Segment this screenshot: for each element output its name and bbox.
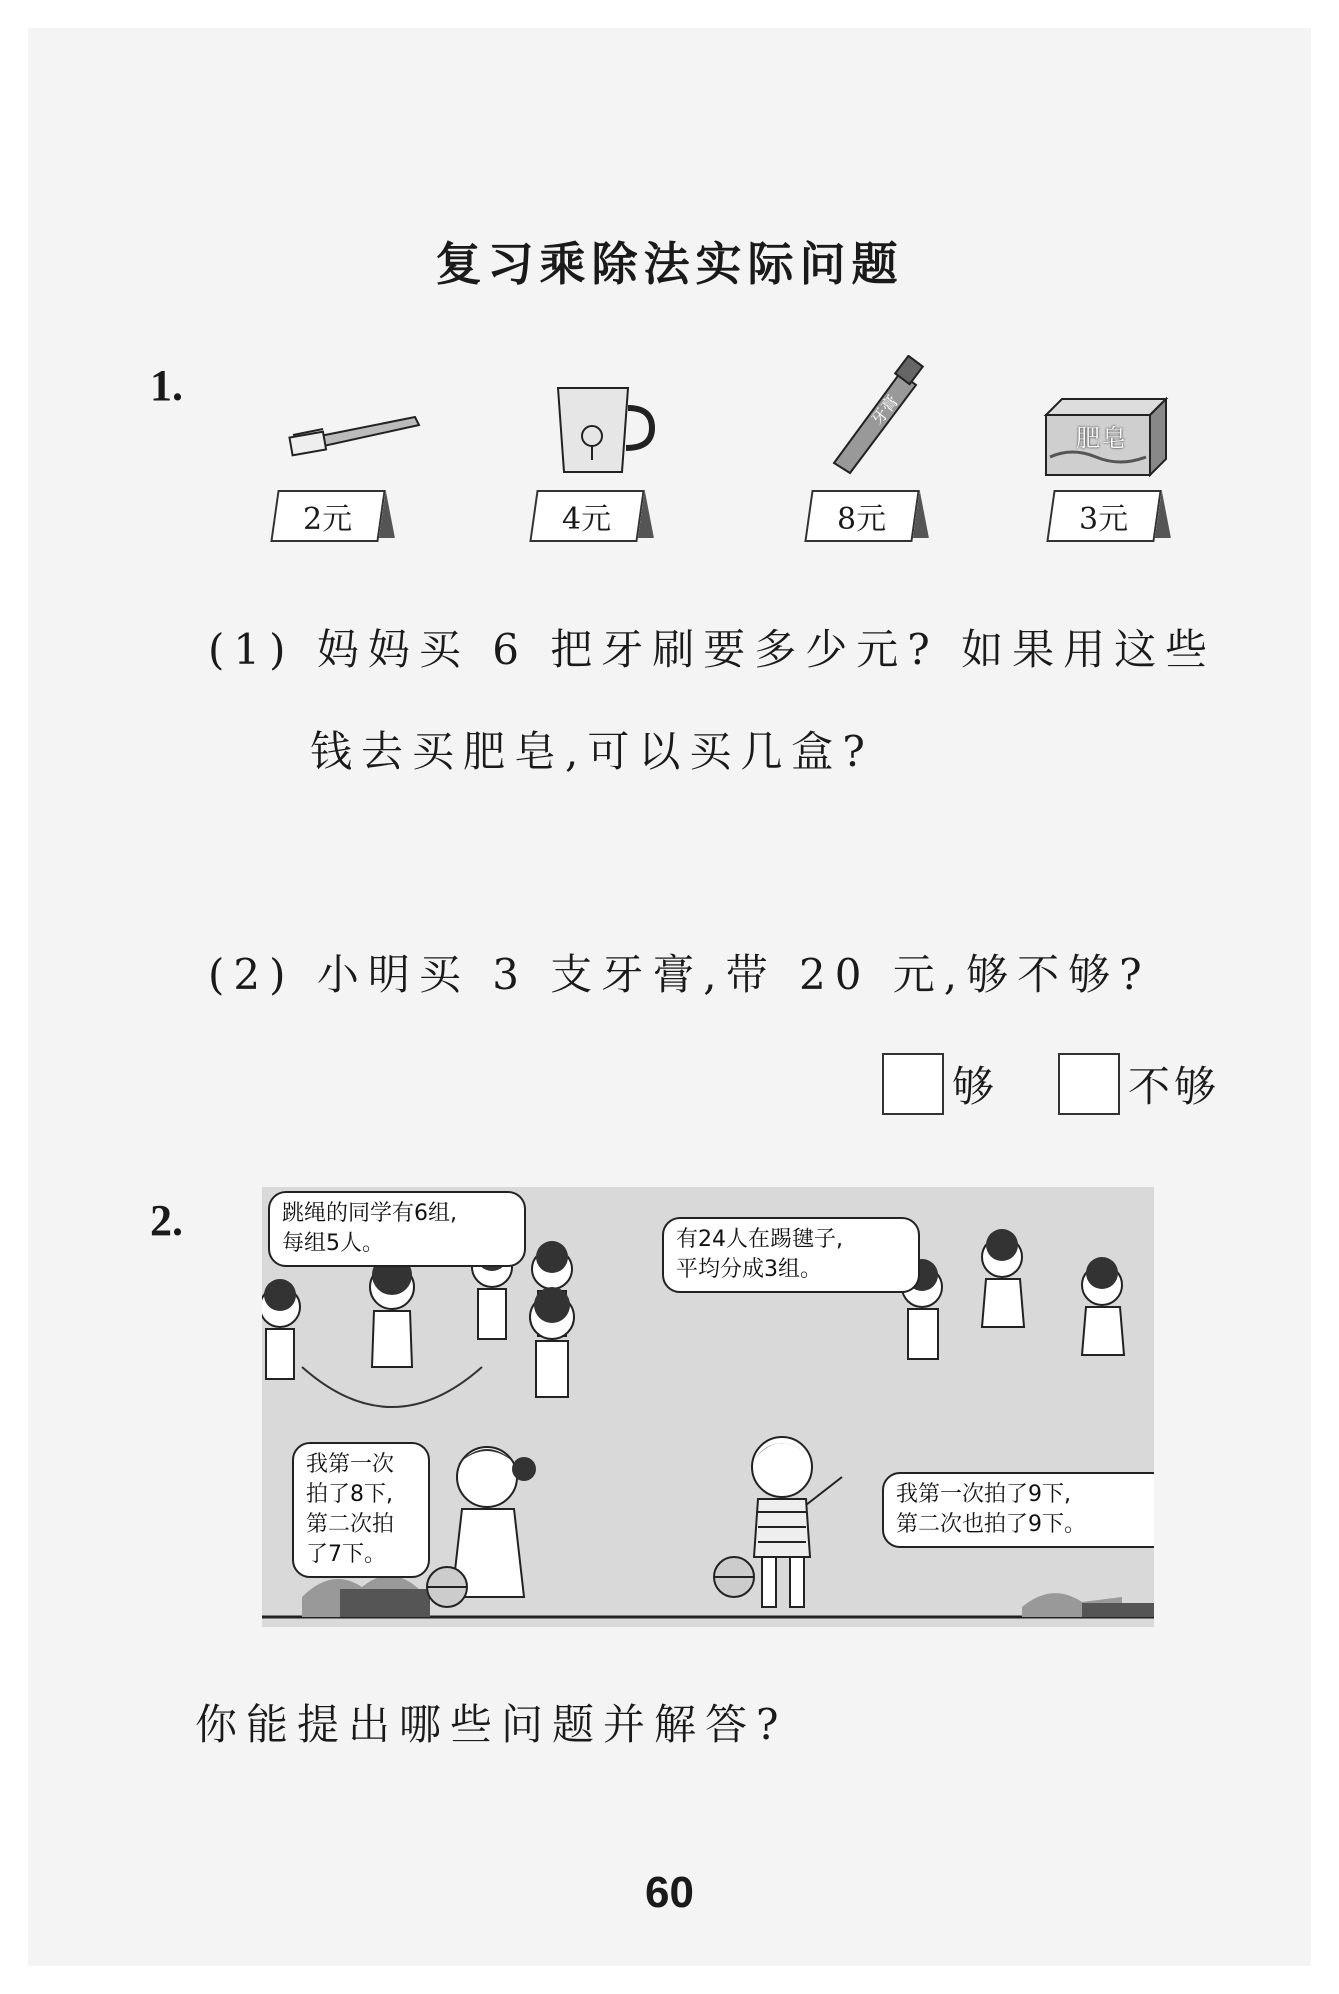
girl-ball-speech-bubble: 我第一次 拍了8下, 第二次拍 了7下。 bbox=[292, 1442, 430, 1578]
question-1-number: 1. bbox=[150, 361, 183, 410]
toothpaste-label: 牙膏 bbox=[867, 391, 903, 429]
soap-price-tag: 3元 bbox=[1046, 490, 1161, 542]
question-1-part-1-line-1: (1) 妈妈买 6 把牙刷要多少元? 如果用这些 bbox=[208, 625, 1217, 674]
toothpaste-price-tag: 8元 bbox=[804, 490, 919, 542]
enough-checkbox[interactable] bbox=[882, 1053, 944, 1115]
cup-illustration bbox=[548, 380, 658, 484]
enough-label: 够 bbox=[952, 1062, 999, 1111]
page-title: 复习乘除法实际问题 bbox=[435, 237, 904, 291]
question-2-number: 2. bbox=[150, 1196, 183, 1245]
shuttlecock-speech-bubble: 有24人在踢毽子, 平均分成3组。 bbox=[662, 1217, 920, 1293]
cup-price-tag: 4元 bbox=[529, 490, 644, 542]
playground-scene bbox=[262, 1187, 1154, 1627]
toothbrush-illustration bbox=[285, 405, 425, 469]
question-2-prompt: 你能提出哪些问题并解答? bbox=[195, 1700, 788, 1749]
jumprope-speech-bubble: 跳绳的同学有6组, 每组5人。 bbox=[268, 1191, 526, 1267]
question-1-part-2: (2) 小明买 3 支牙膏,带 20 元,够不够? bbox=[208, 950, 1151, 999]
page-number: 60 bbox=[645, 1868, 694, 1917]
not-enough-checkbox[interactable] bbox=[1058, 1053, 1120, 1115]
not-enough-label: 不够 bbox=[1128, 1062, 1221, 1111]
soap-label: 肥皂 bbox=[1076, 424, 1128, 452]
question-1-part-1-line-2: 钱去买肥皂,可以买几盒? bbox=[310, 727, 874, 776]
toothbrush-price-tag: 2元 bbox=[270, 490, 385, 542]
boy-ball-speech-bubble: 我第一次拍了9下, 第二次也拍了9下。 bbox=[882, 1472, 1154, 1548]
